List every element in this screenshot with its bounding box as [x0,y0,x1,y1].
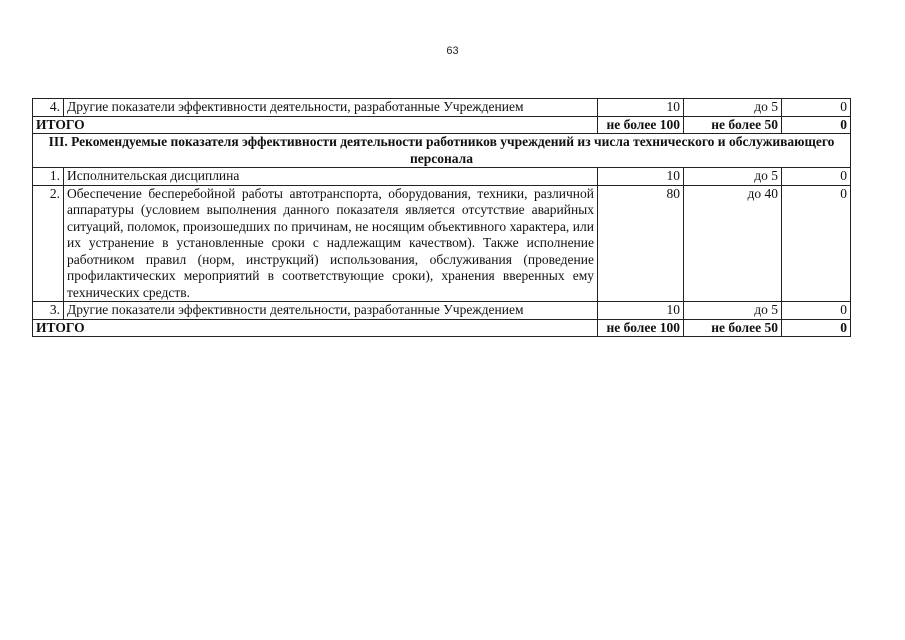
page-number: 63 [446,45,459,57]
indicators-table [32,98,851,337]
points-range: до 5 [684,302,782,320]
total-row [33,116,851,134]
table-row [33,302,851,320]
total-actual: 0 [782,116,851,134]
actual-points: 0 [782,185,851,302]
row-number: 2. [33,185,64,302]
row-number: 3. [33,302,64,320]
total-range: не более 50 [684,319,782,337]
table-row [33,168,851,186]
indicator-description: Исполнительская дисциплина [64,168,598,186]
actual-points: 0 [782,168,851,186]
max-points: 80 [598,185,684,302]
total-label: ИТОГО [33,319,598,337]
points-range: до 40 [684,185,782,302]
total-range: не более 50 [684,116,782,134]
indicator-description: Другие показатели эффективности деятельности, разработанные Учреждением [64,99,598,117]
table-row [33,99,851,117]
actual-points: 0 [782,99,851,117]
points-range: до 5 [684,99,782,117]
actual-points: 0 [782,302,851,320]
row-number: 4. [33,99,64,117]
total-actual: 0 [782,319,851,337]
row-number: 1. [33,168,64,186]
max-points: 10 [598,99,684,117]
table-row [33,185,851,302]
points-range: до 5 [684,168,782,186]
total-max: не более 100 [598,116,684,134]
section-title: III. Рекомендуемые показателя эффективности деятельности работников учреждений из числа технического и обслуживающего персонала [33,134,851,168]
indicator-description: Другие показатели эффективности деятельности, разработанные Учреждением [64,302,598,320]
total-row [33,319,851,337]
section-header-row [33,134,851,168]
indicator-description: Обеспечение бесперебойной работы автотранспорта, оборудования, техники, различной аппаратуры (условием выполнения данного показателя является отсутствие аварийных ситуаций, поломок, произошедших по причинам, не носящим объективного характера, или их устранение в установленные сроки с надлежащим качеством). Также исполнение работником правил (норм, инструкций) использования, обслуживания (проведение профилактических мероприятий в соответствующие сроки), хранения вверенных ему технических средств. [64,185,598,302]
max-points: 10 [598,302,684,320]
total-label: ИТОГО [33,116,598,134]
total-max: не более 100 [598,319,684,337]
max-points: 10 [598,168,684,186]
